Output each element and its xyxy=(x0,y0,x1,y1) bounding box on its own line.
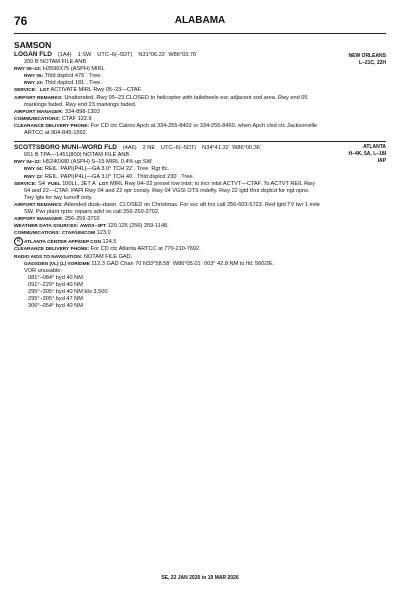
remarks-line: AIRPORT REMARKS: Unattended. Rwy 05–23 CLOSED to helicopter with tailwheels exc adjacent sod area. Rwy end 05 xyxy=(14,94,308,101)
runway-end-line: RWY 22: REIL. PAPI(P4L)—GA 3.0° TCH 40´. Thld dsplcd 230´. Tree. xyxy=(24,173,195,180)
airport-name: SCOTTSBORO MUNI–WORD FLD xyxy=(14,144,117,152)
vor-unusable-item: 295°–305° byd 40 NM blo 3,500´ xyxy=(28,288,110,295)
service-line: SERVICE: LGT ACTIVATE MIRL Rwy 05–23—CTAF. xyxy=(14,87,143,94)
airport-heading: SCOTTSBORO MUNI–WORD FLD (4A6) 2 NE UTC–6(–5DT) N34°41.32´ W86°00.36´ xyxy=(14,144,262,152)
radar-r-icon: R xyxy=(14,237,23,246)
directory-content xyxy=(14,40,386,310)
vor-unusable-item: 306°–054° byd 40 NM xyxy=(28,303,83,310)
vor-line: GADSDEN (VL) (L) VOR/DME 112.3 GAD Chan 70 N33°58.58´ W86°05.01´ 003° 42.8 NM to fld. 560/2E. xyxy=(24,260,275,267)
vor-unusable-item: 091°–229° byd 40 NM xyxy=(28,281,83,288)
communications-line: COMMUNICATIONS: CTAF 122.9 xyxy=(14,115,92,122)
airport-entry-logan xyxy=(14,51,386,137)
page-footer: SE, 22 JAN 2026 to 19 MAR 2026 xyxy=(161,575,239,581)
page-number: 76 xyxy=(14,14,28,28)
app-dep-line: R ATLANTA CENTER APP/DEP CON 124.5 xyxy=(14,237,324,246)
clearance-cont: ARTCC at 904-845-1592. xyxy=(24,130,88,137)
manager-line: AIRPORT MANAGER: 256-259-3702 xyxy=(14,216,100,223)
airport-id: (1A4) xyxy=(57,52,72,58)
chart-references: ATLANTA H–4K, 5A, L–18I IAP xyxy=(348,144,386,165)
runway-line: RWY 05–23: H3596X75 (ASPH) MIRL xyxy=(14,66,105,73)
airport-coords: N34°41.32´ W86°00.36´ xyxy=(202,145,262,152)
airport-heading: LOGAN FLD (1A4) 1 SW UTC–6(–5DT) N31°06.22´ W86°03.76´ xyxy=(14,51,198,58)
elevation-line: 651 B TPA—1451(800) NOTAM FILE ANB xyxy=(24,152,130,159)
header-rule xyxy=(14,33,386,34)
runway-end-line: RWY 05: Thld dsplcd 476´. Tree. xyxy=(24,73,102,80)
service-cont: 04 and 22—CTAF. PAPI Rwy 04 and 22 opr consly. Rwy 04 VGSI OTS indefly. Rwy 22 lgtd thrs dsplcd for ngt opns. xyxy=(24,187,310,194)
weather-line: WEATHER DATA SOURCES: AWOS–3PT 120.125 (256) 259-1148. xyxy=(14,223,169,230)
remarks-cont: SW. Pwr plant rprts: repairs advl on call 256-259-3702. xyxy=(24,208,160,215)
runway-line: RWY 04–22: H5240X80 (ASPH) S–15 MIRL 0.4% up SW xyxy=(14,159,152,166)
elevation-line: 200 B NOTAM FILE ANB xyxy=(24,59,87,66)
airport-coords: N31°06.22´ W86°03.76´ xyxy=(138,52,198,58)
city-name: SAMSON xyxy=(14,40,52,50)
chart-references: NEW ORLEANS L–21C, 22H xyxy=(348,53,386,66)
vor-unusable-label: VOR unusable: xyxy=(24,267,62,274)
vor-unusable-item: 295°–305° byd 47 NM xyxy=(28,296,83,303)
clearance-line: CLEARANCE DELIVERY PHONE: For CD ctc Cairns Apch at 334-255-8402 or 334-255-8460, when Apch clsd ctc Jacksonville xyxy=(14,122,318,129)
airport-id: (4A6) xyxy=(122,145,137,152)
airport-entry-scottsboro xyxy=(14,141,386,310)
page-header xyxy=(14,14,386,32)
service-line: SERVICE: S4 FUEL 100LL, JET A LGT MIRL Rwy 04–22 preset low intst; to incr intst ACTVT—CTAF. To ACTVT REIL Rwy xyxy=(14,180,315,187)
remarks-line: AIRPORT REMARKS: Attended dusk–dawn. CLOSED on Christmas. For svc aft hrs call 256-603-5723. Red lgtd TV twr 1 mile xyxy=(14,201,320,208)
remarks-cont: markings faded. Rwy end 23 markings faded. xyxy=(24,101,137,108)
airport-name: LOGAN FLD xyxy=(14,51,52,58)
clearance-line: CLEARANCE DELIVERY PHONE: For CD ctc Atlanta ARTCC at 770-210-7692. xyxy=(14,246,201,253)
state-title: ALABAMA xyxy=(174,15,226,26)
communications-line: COMMUNICATIONS: CTAF/UNICOM 123.0 xyxy=(14,230,111,237)
runway-end-line: RWY 23: Thld dsplcd 181´. Tree. xyxy=(24,80,102,87)
service-cont: Twy lgts for twy turnoff only. xyxy=(24,194,93,201)
vor-unusable-item: 081°–084° byd 40 NM xyxy=(28,274,83,281)
manager-line: AIRPORT MANAGER: 334-898-1303 xyxy=(14,108,100,115)
runway-end-line: RWY 04: REIL. PAPI(P4L)—GA 3.0° TCH 22´. Tree. Rgt tfc. xyxy=(24,166,170,173)
navaids-line: RADIO AIDS TO NAVIGATION: NOTAM FILE GAD. xyxy=(14,253,133,260)
